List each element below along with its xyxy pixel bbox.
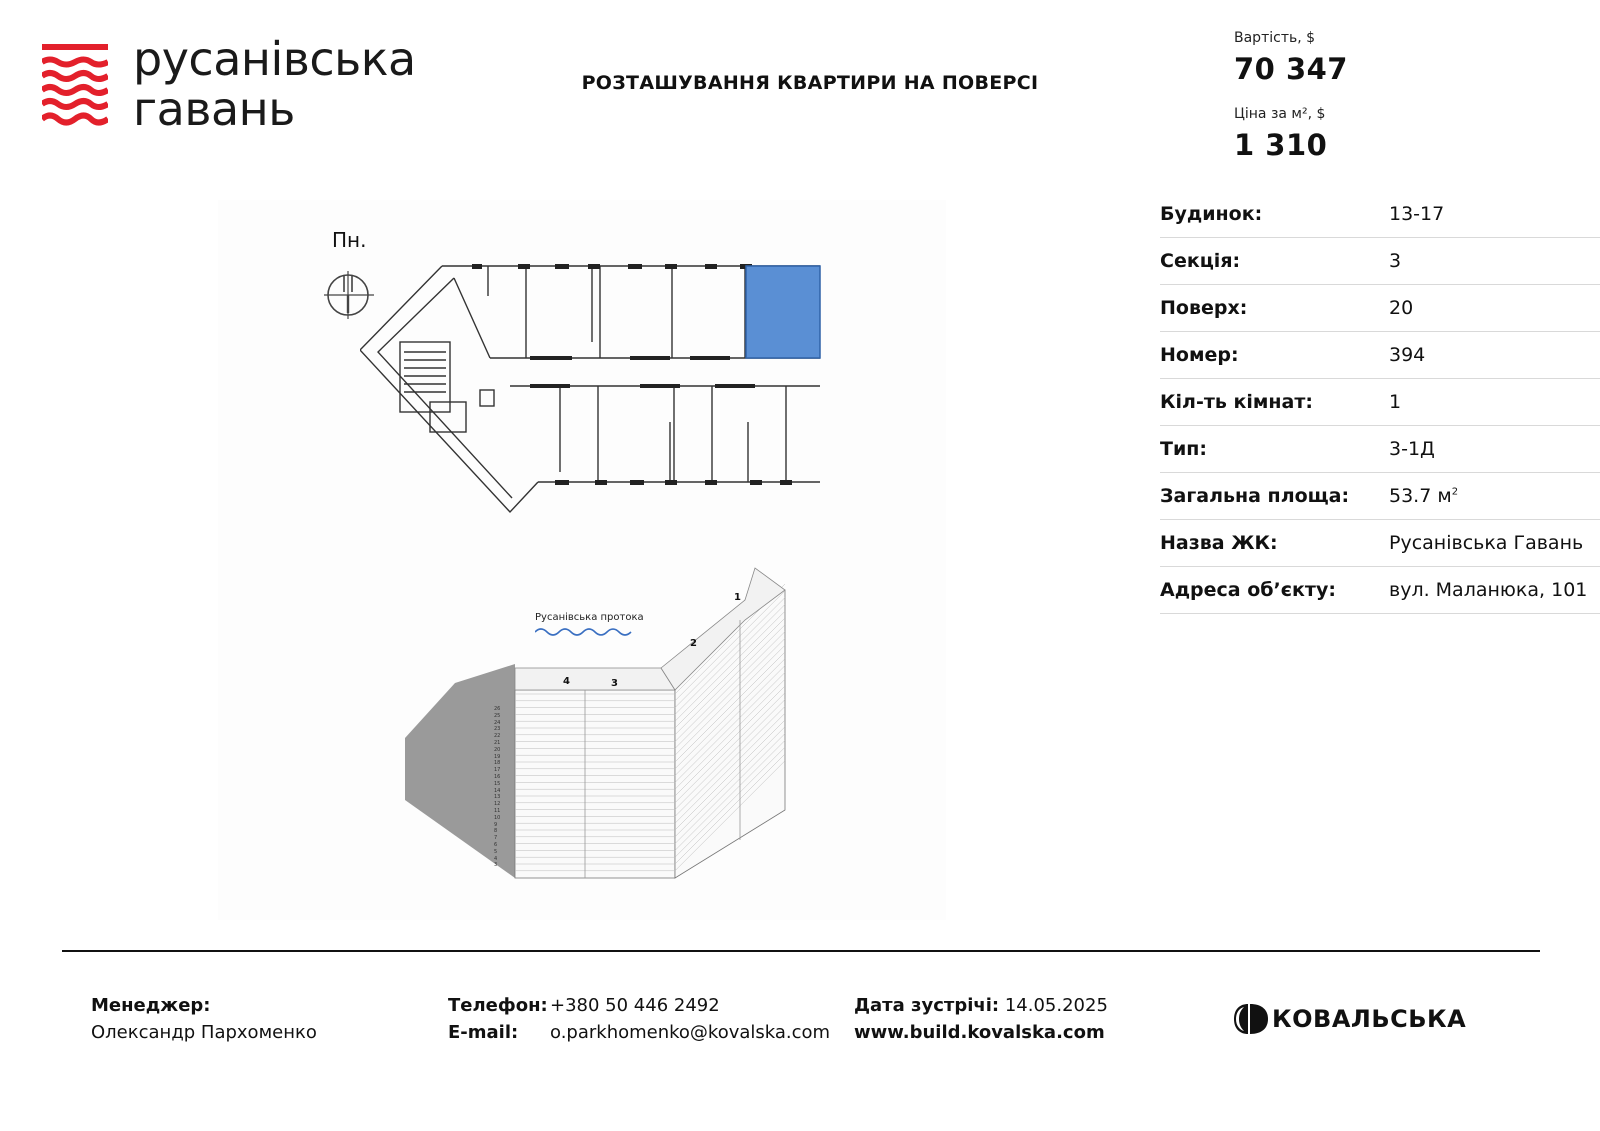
phone-value[interactable]: +380 50 446 2492 (550, 995, 720, 1016)
floor-number: 23 (494, 726, 501, 733)
info-value: Русанівська Гавань (1389, 532, 1584, 554)
info-row-section (1160, 238, 1600, 285)
info-label: Загальна площа: (1160, 485, 1350, 507)
floor-number: 14 (494, 787, 501, 794)
floor-number: 20 (494, 746, 501, 753)
section-number-1: 1 (734, 592, 741, 603)
info-value: 20 (1389, 297, 1414, 319)
info-value (1389, 485, 1600, 507)
info-label: Секція: (1160, 250, 1241, 272)
floor-number: 25 (494, 712, 501, 719)
info-label: Поверх: (1160, 297, 1248, 319)
footer-divider (62, 950, 1540, 952)
price-per-m2-value: 1 310 (1234, 128, 1328, 162)
info-row-type (1160, 426, 1600, 473)
phone-label-text: Телефон: (448, 995, 548, 1016)
meeting-date (854, 995, 1108, 1016)
info-row-floor (1160, 285, 1600, 332)
info-row-rooms (1160, 379, 1600, 426)
price-per-m2-label: Ціна за м², $ (1234, 106, 1326, 122)
floor-number: 16 (494, 773, 501, 780)
floor-number: 12 (494, 801, 501, 808)
info-row-number (1160, 332, 1600, 379)
floor-number: 22 (494, 733, 501, 740)
floor-number: 4 (494, 855, 498, 862)
info-label: Будинок: (1160, 203, 1263, 225)
floor-number: 15 (494, 780, 501, 787)
info-value: 394 (1389, 344, 1426, 366)
page-title: РОЗТАШУВАННЯ КВАРТИРИ НА ПОВЕРСІ (581, 72, 1039, 94)
info-label: Тип: (1160, 438, 1207, 460)
total-price-value: 70 347 (1234, 52, 1348, 86)
section-number-4: 4 (563, 676, 570, 687)
meeting-date-value: 14.05.2025 (1004, 995, 1108, 1016)
kovalska-logo-text: КОВАЛЬСЬКА (1272, 1005, 1467, 1033)
floor-number: 13 (494, 794, 501, 801)
info-row-address (1160, 567, 1600, 614)
info-value: 3-1Д (1389, 438, 1435, 460)
kovalska-logo-mark (1228, 1002, 1272, 1036)
floor-plan-drawing (360, 262, 840, 522)
floor-number: 21 (494, 739, 501, 746)
info-value: 13-17 (1389, 203, 1445, 225)
meeting-date-label: Дата зустрічі: (854, 995, 1000, 1016)
floor-number: 19 (494, 753, 501, 760)
manager-label (91, 995, 211, 1016)
manager-name: Олександр Пархоменко (91, 1022, 317, 1043)
floor-number: 9 (494, 821, 498, 828)
floor-number: 11 (494, 807, 501, 814)
info-label: Назва ЖК: (1160, 532, 1278, 554)
info-row-area (1160, 473, 1600, 520)
phone-label (448, 995, 548, 1016)
brand-name-line2: гавань (133, 82, 295, 136)
info-row-complex-name (1160, 520, 1600, 567)
apartment-info-table (1160, 191, 1600, 614)
info-value: 3 (1389, 250, 1402, 272)
floor-number: 17 (494, 767, 501, 774)
brand-name (133, 34, 416, 134)
floor-number: 24 (494, 719, 501, 726)
total-price-label: Вартість, $ (1234, 30, 1316, 46)
floor-number: 5 (494, 848, 498, 855)
section-number-3: 3 (611, 678, 618, 689)
website-link-text[interactable]: www.build.kovalska.com (854, 1022, 1105, 1043)
area-value: 53.7 м (1389, 485, 1452, 507)
floor-number: 7 (494, 835, 498, 842)
area-unit-superscript: 2 (1451, 486, 1459, 498)
info-label: Адреса об’єкту: (1160, 579, 1336, 601)
info-value: вул. Маланюка, 101 (1389, 579, 1588, 601)
website-link[interactable] (854, 1022, 1105, 1043)
floor-number: 6 (494, 841, 498, 848)
brand-logo-waves (42, 44, 108, 130)
info-row-building (1160, 191, 1600, 238)
manager-label-text: Менеджер: (91, 995, 211, 1016)
section-number-2: 2 (690, 638, 697, 649)
floor-number: 8 (494, 828, 498, 835)
info-label: Кіл-ть кімнат: (1160, 391, 1313, 413)
building-section-drawing (405, 560, 805, 900)
north-label: Пн. (332, 228, 367, 252)
river-label: Русанівська протока (535, 612, 644, 623)
email-label (448, 1022, 518, 1043)
email-link[interactable]: o.parkhomenko@kovalska.com (550, 1022, 831, 1043)
floor-number: 18 (494, 760, 501, 767)
highlighted-apartment (746, 266, 820, 358)
floor-number-scale (494, 706, 500, 869)
email-label-text: E-mail: (448, 1022, 519, 1043)
info-value: 1 (1389, 391, 1402, 413)
floor-number: 26 (494, 706, 501, 712)
brand-name-line1: русанівська (133, 32, 416, 86)
floor-number: 3 (494, 862, 498, 869)
info-label: Номер: (1160, 344, 1239, 366)
floor-number: 10 (494, 814, 501, 821)
